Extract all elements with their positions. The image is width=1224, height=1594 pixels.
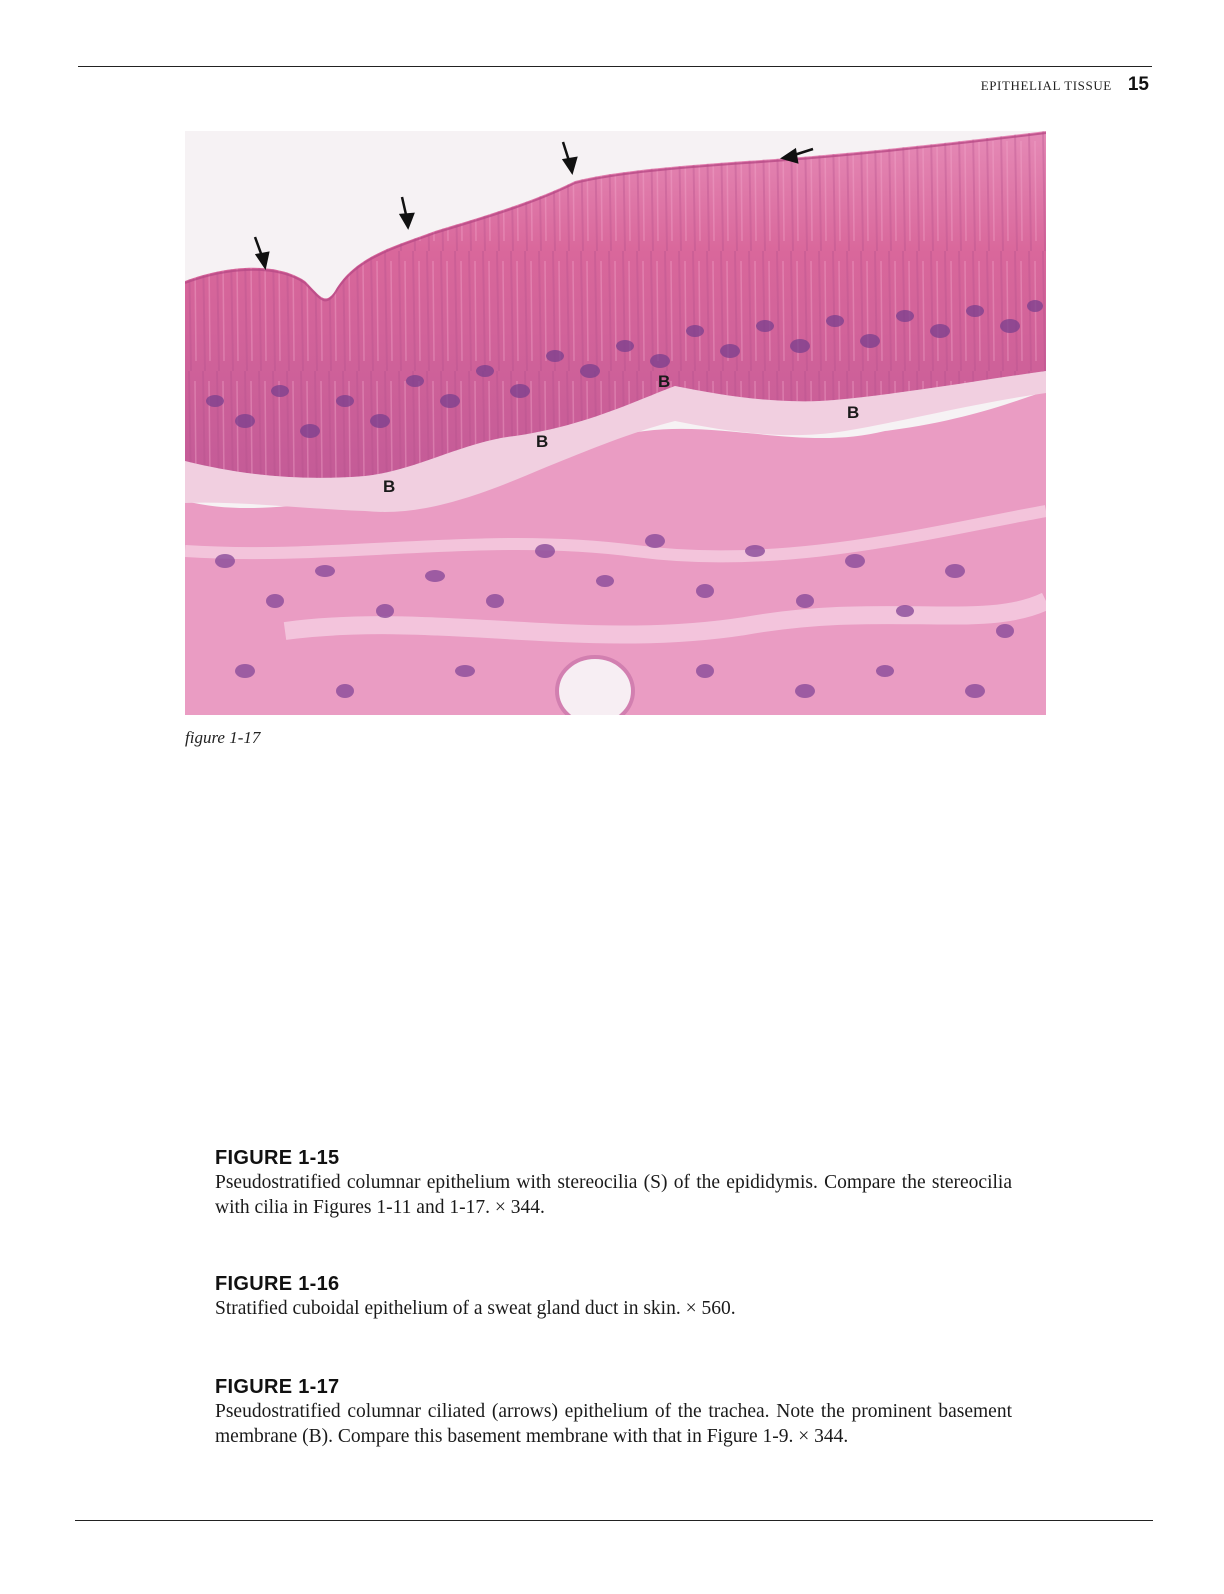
legend-title: FIGURE 1-16 bbox=[215, 1273, 340, 1295]
header-rule bbox=[78, 66, 1152, 67]
running-head bbox=[981, 74, 1149, 96]
figure-legend bbox=[215, 1272, 1012, 1321]
page-number: 15 bbox=[1127, 74, 1149, 95]
section-title: EPITHELIAL TISSUE bbox=[980, 78, 1112, 93]
legend-text: Pseudostratified columnar ciliated (arrows) epithelium of the trachea. Note the prominent basement membrane (B). Compare this basement membrane with that in Figure 1-9. × 344. bbox=[215, 1401, 1012, 1447]
bm-label-b: B bbox=[536, 432, 549, 451]
legend-title: FIGURE 1-17 bbox=[215, 1376, 340, 1398]
legend-title: FIGURE 1-15 bbox=[215, 1147, 340, 1169]
bm-label-b: B bbox=[383, 477, 396, 496]
bm-label-b: B bbox=[658, 372, 671, 391]
figure-legend bbox=[215, 1375, 1012, 1449]
figure-label: figure 1-17 bbox=[185, 728, 261, 747]
footer-rule bbox=[75, 1520, 1153, 1521]
legend-text: Pseudostratified columnar epithelium with stereocilia (S) of the epididymis. Compare the stereocilia with cilia in Figures 1-11 and 1-17. × 344. bbox=[215, 1172, 1012, 1218]
legend-text: Stratified cuboidal epithelium of a sweat gland duct in skin. × 560. bbox=[215, 1298, 736, 1319]
bm-label-b: B bbox=[847, 403, 860, 422]
trachea-micrograph bbox=[185, 131, 1046, 715]
figure-legend bbox=[215, 1146, 1012, 1220]
